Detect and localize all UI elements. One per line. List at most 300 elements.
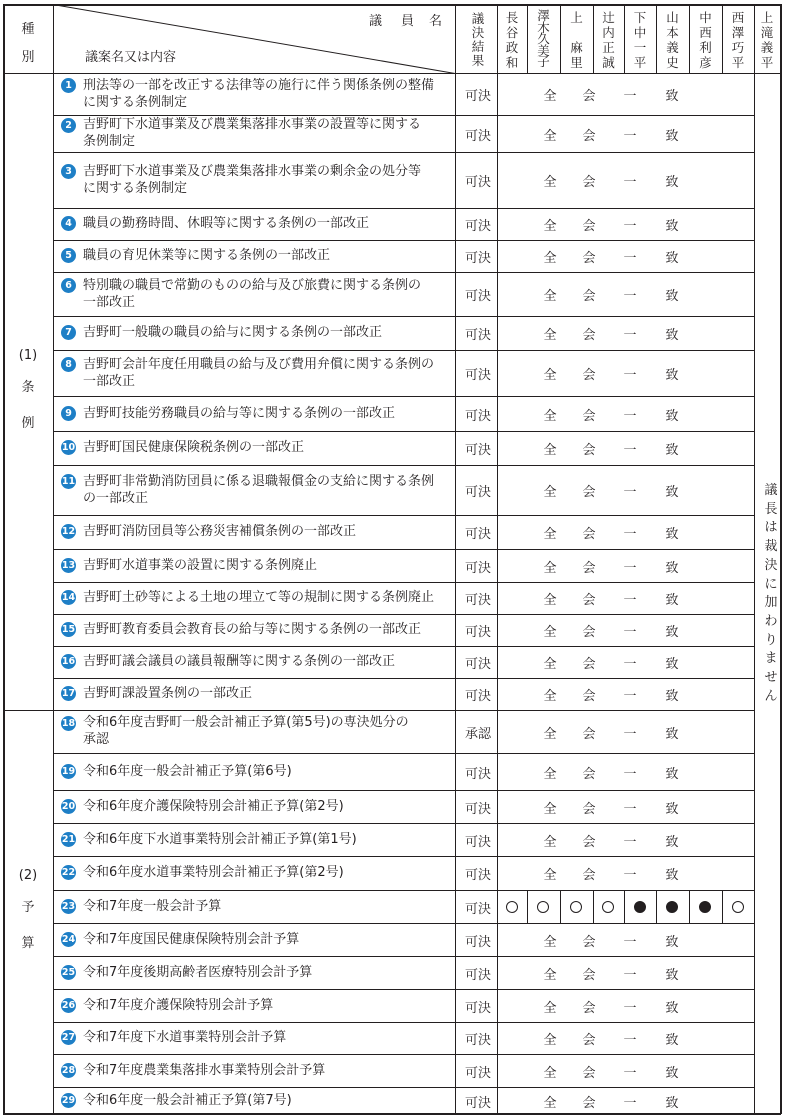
vote-yes-mark	[732, 901, 744, 913]
row-number-badge: 10	[61, 442, 76, 453]
unanimous-char: 全	[543, 89, 557, 104]
vote-result: 可決	[464, 443, 491, 458]
row-number-badge: 15	[61, 624, 76, 635]
unanimous-char: 一	[623, 89, 637, 104]
header-member-char: 上	[570, 10, 583, 25]
unanimous-char: 致	[665, 934, 679, 950]
table-border-bottom	[3, 1113, 781, 1115]
unanimous-char: 会	[582, 1065, 596, 1081]
vote-result: 可決	[464, 175, 491, 190]
unanimous-char: 一	[623, 625, 637, 640]
vote-yes-mark	[506, 901, 518, 913]
vote-cell-divider	[527, 890, 528, 923]
vote-result: 可決	[464, 289, 491, 304]
row-divider	[53, 753, 754, 754]
bill-name-line: 令和7年度農業集落排水事業特別会計予算	[83, 1062, 326, 1078]
header-member-char: 美	[537, 42, 550, 58]
unanimous-char: 全	[543, 934, 557, 950]
voting-results-table	[3, 4, 781, 1114]
row-number-badge: 2	[61, 118, 76, 133]
bill-name-line: 特別職の職員で常勤のものの給与及び旅費に関する条例の	[83, 277, 422, 293]
vote-result: 可決	[464, 934, 491, 950]
row-number-badge: 26	[61, 999, 76, 1011]
header-member-char: 義	[666, 40, 679, 55]
header-member-name-char: 名	[429, 14, 443, 29]
vote-yes-mark	[602, 901, 614, 913]
row-divider	[53, 856, 754, 857]
row-number-badge: 28	[61, 1064, 76, 1076]
vote-result: 可決	[464, 967, 491, 983]
row-number-badge: 1	[61, 78, 76, 93]
unanimous-char: 会	[582, 443, 596, 458]
vote-yes-mark	[537, 901, 549, 913]
header-member-char: 内	[602, 25, 615, 40]
category-char: 算	[21, 936, 35, 951]
row-divider	[53, 582, 754, 583]
unanimous-char: 一	[623, 408, 637, 424]
unanimous-char: 致	[665, 368, 679, 383]
header-member-char: 谷	[505, 25, 519, 40]
unanimous-char: 一	[623, 967, 637, 983]
vote-result: 可決	[464, 801, 491, 817]
vote-result: 可決	[464, 834, 491, 850]
vote-result: 可決	[464, 868, 491, 883]
bill-name-line: 令和6年度一般会計補正予算(第7号)	[83, 1092, 292, 1108]
unanimous-char: 全	[543, 689, 557, 704]
vote-result: 可決	[464, 251, 491, 266]
bill-name-line: 吉野町一般職の職員の給与に関する条例の一部改正	[83, 325, 383, 340]
header-member-char: 平	[760, 55, 774, 70]
vote-result: 可決	[464, 560, 491, 576]
unanimous-char: 一	[623, 801, 637, 817]
unanimous-char: 致	[665, 128, 679, 144]
unanimous-char: 一	[623, 1033, 637, 1048]
chair-note-char: ま	[764, 651, 778, 667]
unanimous-char: 一	[623, 593, 637, 608]
unanimous-char: 致	[665, 967, 679, 983]
chair-note-char: せ	[764, 670, 778, 685]
header-result-char: 決	[471, 25, 485, 40]
bill-name-line: に関する条例制定	[83, 180, 188, 196]
bill-name-line: 令和7年度介護保険特別会計予算	[83, 997, 274, 1013]
row-divider	[53, 890, 754, 891]
row-number-badge: 13	[61, 559, 76, 571]
header-member-char: 山	[666, 10, 679, 25]
row-divider	[53, 823, 754, 824]
unanimous-char: 一	[623, 1095, 637, 1111]
chair-note-char: 裁	[764, 539, 778, 555]
category-char: 例	[21, 415, 35, 431]
bill-name-line: 令和7年度国民健康保険特別会計予算	[83, 931, 300, 947]
category-label: (2)	[18, 868, 38, 883]
unanimous-char: 全	[543, 175, 557, 190]
chair-note-char: に	[764, 576, 778, 592]
unanimous-char: 致	[665, 485, 679, 500]
row-number-badge: 17	[61, 688, 76, 699]
unanimous-char: 一	[623, 868, 637, 883]
vote-result: 可決	[464, 625, 491, 640]
chair-note-char: 議	[764, 483, 778, 498]
vote-result: 可決	[464, 527, 491, 542]
header-member-name-char: 議	[369, 14, 383, 29]
header-member-char: 木	[537, 19, 550, 35]
chair-note-char: り	[764, 632, 778, 648]
vote-no-mark	[666, 901, 678, 913]
header-member-3	[560, 10, 593, 70]
unanimous-char: 致	[665, 726, 679, 742]
unanimous-char: 一	[623, 527, 637, 542]
header-member-char: 義	[760, 40, 774, 55]
unanimous-char: 致	[665, 1065, 679, 1081]
row-divider	[53, 549, 754, 550]
unanimous-char: 会	[582, 251, 596, 266]
unanimous-char: 一	[623, 175, 637, 190]
bill-name-line: 令和7年度後期高齢者医療特別会計予算	[83, 964, 313, 980]
row-number-badge: 9	[61, 406, 76, 421]
unanimous-char: 全	[543, 289, 557, 304]
unanimous-char: 全	[543, 408, 557, 424]
category-divider	[3, 710, 53, 711]
row-divider	[53, 646, 754, 647]
row-number-badge: 24	[61, 933, 76, 945]
vote-result: 可決	[464, 1033, 491, 1048]
unanimous-char: 一	[623, 485, 637, 500]
unanimous-char: 致	[665, 1000, 679, 1016]
header-member-char: 上	[760, 10, 774, 25]
bill-name-line: 承認	[83, 732, 110, 747]
row-number-badge: 14	[61, 592, 76, 603]
row-divider	[53, 790, 754, 791]
row-number-badge: 18	[61, 717, 76, 729]
header-member-char	[560, 25, 593, 40]
unanimous-char: 致	[665, 175, 679, 190]
row-divider	[53, 956, 754, 957]
chair-note-char: ん	[764, 688, 778, 704]
unanimous-char: 会	[582, 834, 596, 850]
bill-name-line: 条例制定	[83, 134, 136, 149]
header-result	[463, 12, 493, 68]
unanimous-char: 会	[582, 625, 596, 640]
header-member-char: 中	[699, 10, 712, 25]
row-divider	[53, 350, 754, 351]
vote-result: 可決	[464, 408, 491, 424]
row-number-badge: 4	[61, 216, 76, 231]
header-member-6	[656, 10, 689, 70]
unanimous-char: 致	[665, 766, 679, 782]
header-member-2	[527, 10, 560, 68]
header-member-char: 政	[505, 40, 519, 55]
header-member-char: 西	[699, 25, 712, 40]
bill-name-line: 令和7年度一般会計予算	[83, 898, 222, 914]
unanimous-char: 一	[623, 251, 637, 266]
vote-result: 可決	[464, 901, 491, 917]
chair-note-char: 加	[764, 595, 778, 611]
row-divider	[53, 208, 754, 209]
header-result-char: 結	[471, 39, 485, 54]
vote-cell-divider	[624, 890, 625, 923]
unanimous-char: 会	[582, 593, 596, 608]
unanimous-char: 全	[543, 766, 557, 782]
header-member-char: 利	[699, 40, 712, 55]
vote-cell-divider	[593, 890, 594, 923]
unanimous-char: 致	[665, 657, 679, 672]
header-member-4	[593, 10, 624, 70]
bill-name-line: 令和6年度介護保険特別会計補正予算(第2号)	[83, 798, 344, 814]
unanimous-char: 全	[543, 1033, 557, 1048]
vote-result: 可決	[464, 657, 491, 672]
unanimous-char: 致	[665, 689, 679, 704]
row-divider	[53, 465, 754, 466]
bill-name-line: 吉野町課設置条例の一部改正	[83, 686, 253, 701]
row-divider	[53, 515, 754, 516]
unanimous-char: 会	[582, 289, 596, 304]
unanimous-char: 会	[582, 485, 596, 500]
row-divider	[53, 678, 754, 679]
header-member-char: 中	[633, 25, 647, 40]
unanimous-char: 全	[543, 128, 557, 144]
row-divider	[53, 1022, 754, 1023]
vote-no-mark	[634, 901, 646, 913]
header-member-char: 誠	[602, 55, 615, 70]
unanimous-char: 致	[665, 289, 679, 304]
row-divider	[53, 1054, 754, 1055]
unanimous-char: 致	[665, 408, 679, 424]
chair-note-char: 長	[764, 501, 778, 517]
unanimous-char: 会	[582, 408, 596, 424]
bill-name-line: 令和7年度下水道事業特別会計予算	[83, 1030, 287, 1045]
unanimous-char: 一	[623, 689, 637, 704]
row-number-badge: 5	[61, 248, 76, 263]
chair-note-char: 決	[764, 557, 778, 573]
bill-name-line: 一部改正	[83, 294, 136, 310]
row-number-badge: 27	[61, 1032, 76, 1043]
unanimous-char: 全	[543, 251, 557, 266]
unanimous-char: 一	[623, 128, 637, 144]
row-number-badge: 19	[61, 765, 76, 777]
unanimous-char: 会	[582, 368, 596, 383]
unanimous-char: 会	[582, 527, 596, 542]
unanimous-char: 一	[623, 934, 637, 950]
header-member-char: 史	[666, 55, 679, 70]
row-divider	[53, 710, 754, 711]
header-member-name-char: 員	[401, 14, 415, 29]
row-number-badge: 16	[61, 656, 76, 667]
bill-name-line: 刑法等の一部を改正する法律等の施行に伴う関係条例の整備	[83, 77, 435, 93]
unanimous-char: 会	[582, 657, 596, 672]
vote-result: 可決	[464, 1065, 491, 1081]
unanimous-char: 一	[623, 219, 637, 234]
unanimous-char: 会	[582, 726, 596, 742]
row-divider	[53, 152, 754, 153]
row-number-badge: 25	[61, 966, 76, 978]
unanimous-char: 会	[582, 766, 596, 782]
header-member-char: 辻	[602, 10, 615, 25]
category-column-divider	[53, 4, 54, 1114]
vote-result: 可決	[464, 593, 491, 608]
row-number-badge: 8	[61, 357, 76, 372]
header-member-char: 本	[666, 25, 679, 40]
vote-cell-divider	[656, 890, 657, 923]
bill-name-line: 吉野町教育委員会教育長の給与等に関する条例の一部改正	[83, 622, 422, 637]
unanimous-char: 全	[543, 328, 557, 343]
bill-name-line: 吉野町非常勤消防団員に係る退職報償金の支給に関する条例	[83, 473, 435, 489]
header-member-char: 平	[731, 55, 745, 70]
row-divider	[53, 923, 754, 924]
bill-name-line: 吉野町土砂等による土地の埋立て等の規制に関する条例廃止	[83, 590, 435, 605]
vote-cell-divider	[689, 890, 690, 923]
unanimous-char: 全	[543, 801, 557, 817]
header-member-char: 西	[731, 10, 745, 25]
header-bill-name: 議案名又は内容	[85, 50, 177, 65]
unanimous-char: 会	[582, 175, 596, 190]
header-member-char: 里	[570, 55, 583, 70]
vote-cell-divider	[560, 890, 561, 923]
row-divider	[53, 316, 754, 317]
unanimous-char: 致	[665, 593, 679, 608]
unanimous-char: 全	[543, 593, 557, 608]
row-divider	[53, 240, 754, 241]
unanimous-char: 会	[582, 128, 596, 144]
header-member-1	[497, 10, 527, 70]
bill-name-line: 吉野町議会議員の議員報酬等に関する条例の一部改正	[83, 654, 396, 669]
unanimous-char: 致	[665, 1095, 679, 1111]
unanimous-char: 全	[543, 726, 557, 742]
category-char: 条	[21, 379, 35, 395]
bill-name-line: 令和6年度水道事業特別会計補正予算(第2号)	[83, 865, 344, 880]
row-divider	[53, 431, 754, 432]
unanimous-char: 全	[543, 443, 557, 458]
unanimous-char: 一	[623, 443, 637, 458]
chair-note-char: は	[764, 520, 778, 536]
bill-name-line: 令和6年度下水道事業特別会計補正予算(第1号)	[83, 831, 357, 847]
unanimous-char: 会	[582, 328, 596, 343]
unanimous-char: 会	[582, 689, 596, 704]
header-member-char: 平	[633, 55, 647, 70]
chair-note-char: わ	[764, 613, 778, 629]
row-number-badge: 7	[61, 325, 76, 340]
header-member-char: 滝	[760, 25, 774, 40]
unanimous-char: 会	[582, 219, 596, 234]
header-member-5	[624, 10, 656, 70]
unanimous-char: 致	[665, 801, 679, 817]
bill-name-line: 吉野町技能労務職員の給与等に関する条例の一部改正	[83, 405, 396, 421]
header-member-char: 子	[537, 54, 550, 70]
unanimous-char: 全	[543, 219, 557, 234]
vote-result: 可決	[464, 89, 491, 104]
unanimous-char: 一	[623, 328, 637, 343]
unanimous-char: 会	[582, 967, 596, 983]
unanimous-char: 一	[623, 1065, 637, 1081]
unanimous-char: 一	[623, 766, 637, 782]
unanimous-char: 一	[623, 560, 637, 576]
bill-name-line: 吉野町下水道事業及び農業集落排水事業の設置等に関する	[83, 117, 422, 132]
header-member-char: 巧	[731, 40, 745, 55]
unanimous-char: 致	[665, 868, 679, 883]
header-member-7	[689, 10, 722, 70]
table-border-left	[3, 4, 5, 1114]
unanimous-char: 致	[665, 1033, 679, 1048]
unanimous-char: 致	[665, 443, 679, 458]
unanimous-char: 会	[582, 1000, 596, 1016]
unanimous-char: 一	[623, 657, 637, 672]
table-border-top	[3, 4, 781, 6]
header-member-char: 正	[602, 40, 615, 55]
unanimous-char: 会	[582, 801, 596, 817]
unanimous-char: 全	[543, 657, 557, 672]
vote-result: 可決	[464, 368, 491, 383]
unanimous-char: 致	[665, 560, 679, 576]
unanimous-char: 全	[543, 625, 557, 640]
header-member-char: 澤	[537, 8, 550, 23]
bill-name-line: に関する条例制定	[83, 94, 188, 110]
unanimous-char: 一	[623, 726, 637, 742]
unanimous-char: 全	[543, 1095, 557, 1111]
unanimous-char: 致	[665, 834, 679, 850]
unanimous-char: 一	[623, 1000, 637, 1016]
header-member-8	[722, 10, 754, 70]
vote-result: 可決	[464, 689, 491, 704]
unanimous-char: 会	[582, 560, 596, 576]
row-number-badge: 21	[61, 833, 76, 845]
bill-name-line: の一部改正	[83, 490, 149, 506]
header-member-char: 彦	[699, 55, 712, 70]
unanimous-char: 会	[582, 1095, 596, 1111]
row-number-badge: 23	[61, 900, 76, 912]
vote-result: 承認	[464, 726, 491, 742]
row-number-badge: 29	[61, 1094, 76, 1106]
unanimous-char: 全	[543, 868, 557, 883]
header-result-char: 果	[471, 53, 485, 68]
unanimous-char: 致	[665, 251, 679, 266]
header-member-char: 和	[505, 55, 519, 70]
row-divider	[53, 1087, 754, 1088]
row-number-badge: 11	[61, 476, 76, 487]
row-number-badge: 12	[61, 526, 76, 537]
unanimous-char: 全	[543, 527, 557, 542]
header-member-char: 久	[537, 31, 550, 47]
row-number-badge: 20	[61, 800, 76, 812]
unanimous-char: 致	[665, 219, 679, 234]
row-number-badge: 6	[61, 278, 76, 293]
column-divider	[497, 4, 498, 1114]
unanimous-char: 一	[623, 368, 637, 383]
unanimous-char: 致	[665, 89, 679, 104]
vote-result: 可決	[464, 1000, 491, 1016]
header-member-char: 長	[505, 10, 519, 25]
unanimous-char: 全	[543, 485, 557, 500]
header-member-char: 下	[633, 10, 647, 25]
vote-result: 可決	[464, 128, 491, 144]
row-divider	[53, 614, 754, 615]
bill-name-line: 職員の勤務時間、休暇等に関する条例の一部改正	[83, 216, 370, 231]
row-divider	[53, 272, 754, 273]
unanimous-char: 会	[582, 89, 596, 104]
unanimous-char: 会	[582, 1033, 596, 1048]
unanimous-char: 全	[543, 368, 557, 383]
chair-column-divider	[754, 4, 755, 1114]
vote-result: 可決	[464, 485, 491, 500]
unanimous-char: 一	[623, 834, 637, 850]
unanimous-char: 全	[543, 967, 557, 983]
header-member-char: 澤	[731, 25, 745, 40]
row-number-badge: 22	[61, 867, 76, 878]
unanimous-char: 一	[623, 289, 637, 304]
bill-name-line: 吉野町水道事業の設置に関する条例廃止	[83, 557, 318, 573]
header-member-9	[754, 10, 780, 70]
vote-no-mark	[699, 901, 711, 913]
vote-result: 可決	[464, 219, 491, 234]
bill-name-line: 吉野町会計年度任用職員の給与及び費用弁償に関する条例の	[83, 356, 435, 372]
